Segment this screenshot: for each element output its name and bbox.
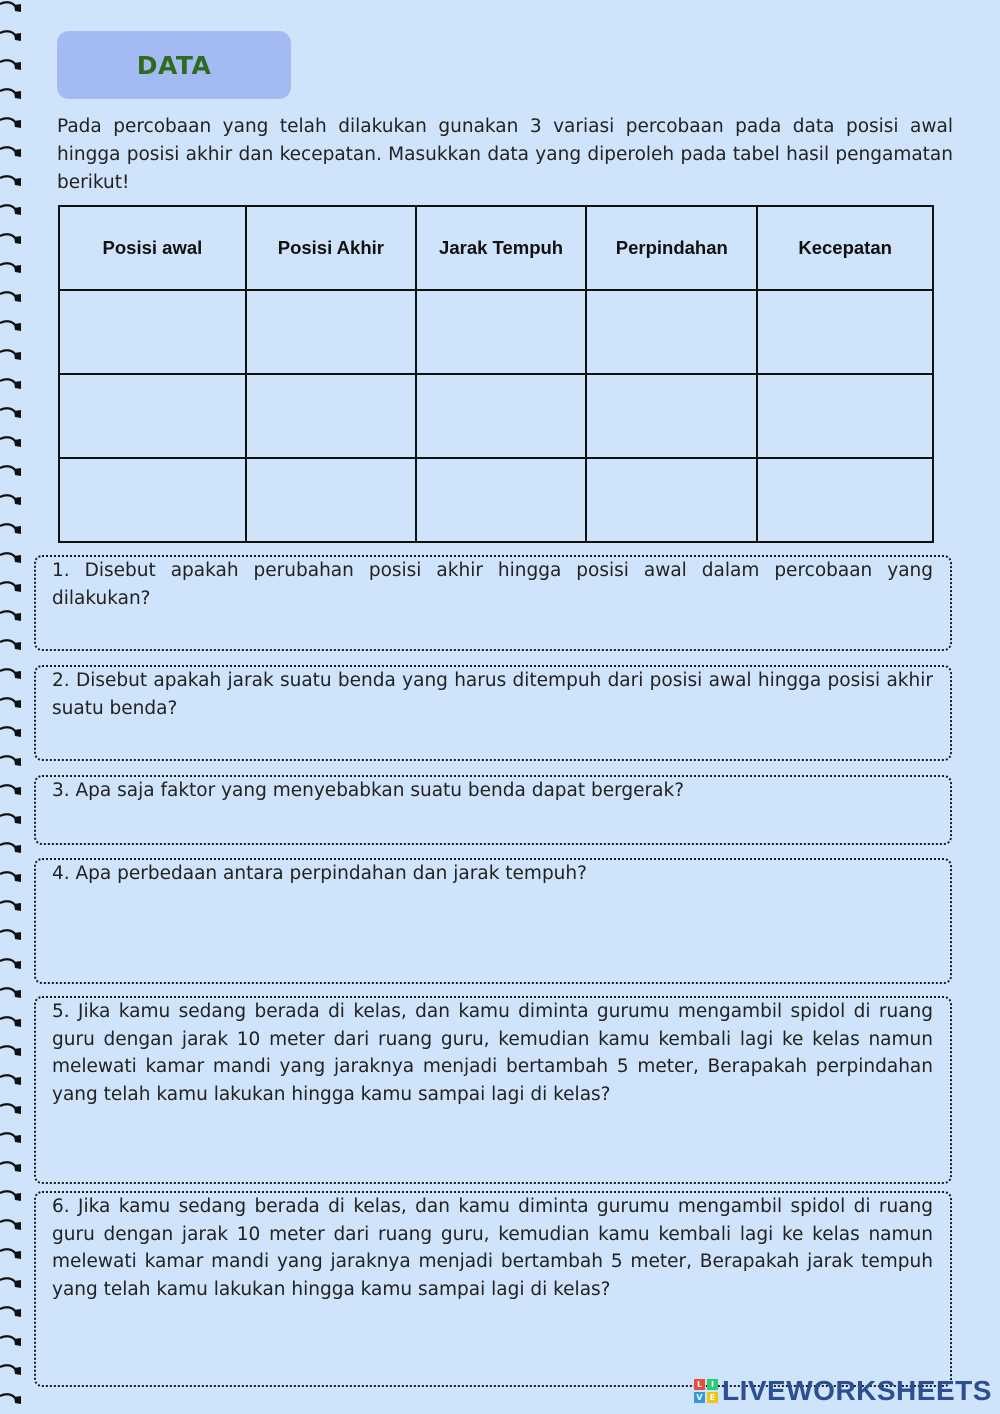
spiral-ring-icon [0,348,22,362]
spiral-ring-icon [0,435,22,449]
question-2-box[interactable] [34,665,952,761]
table-row [59,374,933,458]
question-5-box[interactable] [34,996,952,1184]
answer-cell[interactable] [757,458,933,542]
spiral-ring-icon [0,319,22,333]
spiral-ring-icon [0,1102,22,1116]
spiral-ring-icon [0,261,22,275]
spiral-ring-icon [0,58,22,72]
spiral-ring-icon [0,145,22,159]
spiral-ring-icon [0,580,22,594]
question-1-text: 1. Disebut apakah perubahan posisi akhir hingga posisi awal dalam percobaan yang dilakukan? [52,560,933,609]
column-header: Perpindahan [586,206,757,290]
answer-cell[interactable] [246,290,416,374]
answer-cell[interactable] [59,458,246,542]
answer-cell[interactable] [416,290,586,374]
observation-table [58,205,934,543]
page-title: DATA [136,50,212,80]
question-4-text: 4. Apa perbedaan antara perpindahan dan jarak tempuh? [52,863,587,884]
answer-cell[interactable] [246,374,416,458]
spiral-ring-icon [0,725,22,739]
column-header: Posisi Akhir [246,206,416,290]
spiral-ring-icon [0,1334,22,1348]
spiral-ring-icon [0,1247,22,1261]
spiral-ring-icon [0,1189,22,1203]
spiral-ring-icon [0,841,22,855]
answer-cell[interactable] [59,374,246,458]
spiral-ring-icon [0,232,22,246]
spiral-ring-icon [0,1044,22,1058]
liveworksheets-logo [694,1376,992,1406]
answer-cell[interactable] [416,458,586,542]
spiral-ring-icon [0,667,22,681]
spiral-ring-icon [0,406,22,420]
spiral-ring-icon [0,174,22,188]
table-row [59,458,933,542]
spiral-ring-icon [0,1131,22,1145]
spiral-ring-icon [0,87,22,101]
question-5-text: 5. Jika kamu sedang berada di kelas, dan kamu diminta gurumu mengambil spidol di ruang guru dengan jarak 10 meter dari ruang guru, kemudian kamu kembali lagi ke kelas namun melewati kamar mandi yang jaraknya menjadi bertambah 5 meter, Berapakah perpindahan yang telah kamu lakukan hingga kamu sampai lagi di kelas? [52,1001,933,1105]
question-3-box[interactable] [34,775,952,845]
question-6-box[interactable] [34,1191,952,1387]
title-banner [57,31,291,99]
answer-cell[interactable] [757,290,933,374]
answer-cell[interactable] [416,374,586,458]
logo-mark-letter: L [694,1379,705,1390]
spiral-ring-icon [0,1276,22,1290]
spiral-ring-icon [0,551,22,565]
spiral-ring-icon [0,1363,22,1377]
spiral-ring-icon [0,290,22,304]
answer-cell[interactable] [586,374,757,458]
answer-cell[interactable] [586,290,757,374]
spiral-ring-icon [0,493,22,507]
spiral-ring-icon [0,1015,22,1029]
spiral-ring-icon [0,783,22,797]
spiral-ring-icon [0,899,22,913]
answer-cell[interactable] [757,374,933,458]
question-4-box[interactable] [34,858,952,984]
question-2-text: 2. Disebut apakah jarak suatu benda yang harus ditempuh dari posisi awal hingga posisi akhir suatu benda? [52,670,933,719]
logo-mark-letter: E [707,1392,718,1403]
logo-text: LIVEWORKSHEETS [722,1375,992,1406]
answer-cell[interactable] [59,290,246,374]
column-header: Jarak Tempuh [416,206,586,290]
column-header: Kecepatan [757,206,933,290]
spiral-ring-icon [0,522,22,536]
spiral-ring-icon [0,1073,22,1087]
spiral-ring-icon [0,812,22,826]
logo-mark-icon [694,1379,718,1403]
spiral-ring-icon [0,116,22,130]
table-row [59,290,933,374]
spiral-ring-icon [0,377,22,391]
spiral-ring-icon [0,638,22,652]
spiral-ring-icon [0,1160,22,1174]
table-header-row [59,206,933,290]
spiral-ring-icon [0,928,22,942]
spiral-ring-icon [0,986,22,1000]
question-6-text: 6. Jika kamu sedang berada di kelas, dan kamu diminta gurumu mengambil spidol di ruang guru dengan jarak 10 meter dari ruang guru, kemudian kamu kembali lagi ke kelas namun melewati kamar mandi yang jaraknya menjadi bertambah 5 meter, Berapakah jarak tempuh yang telah kamu lakukan hingga kamu sampai lagi di kelas? [52,1196,933,1300]
column-header: Posisi awal [59,206,246,290]
logo-mark-letter: V [694,1392,705,1403]
answer-cell[interactable] [246,458,416,542]
question-1-box[interactable] [34,555,952,651]
spiral-ring-icon [0,957,22,971]
spiral-ring-icon [0,754,22,768]
spiral-ring-icon [0,1218,22,1232]
spiral-ring-icon [0,1305,22,1319]
answer-cell[interactable] [586,458,757,542]
spiral-ring-icon [0,203,22,217]
spiral-ring-icon [0,1392,22,1406]
spiral-ring-icon [0,696,22,710]
intro-paragraph: Pada percobaan yang telah dilakukan gunakan 3 variasi percobaan pada data posisi awal hingga posisi akhir dan kecepatan. Masukkan data yang diperoleh pada tabel hasil pengamatan berikut! [57,116,953,193]
spiral-ring-icon [0,0,22,14]
spiral-ring-icon [0,609,22,623]
question-3-text: 3. Apa saja faktor yang menyebabkan suatu benda dapat bergerak? [52,780,685,801]
spiral-ring-icon [0,464,22,478]
spiral-binding [0,0,24,1414]
spiral-ring-icon [0,29,22,43]
logo-mark-letter: I [707,1379,718,1390]
spiral-ring-icon [0,870,22,884]
